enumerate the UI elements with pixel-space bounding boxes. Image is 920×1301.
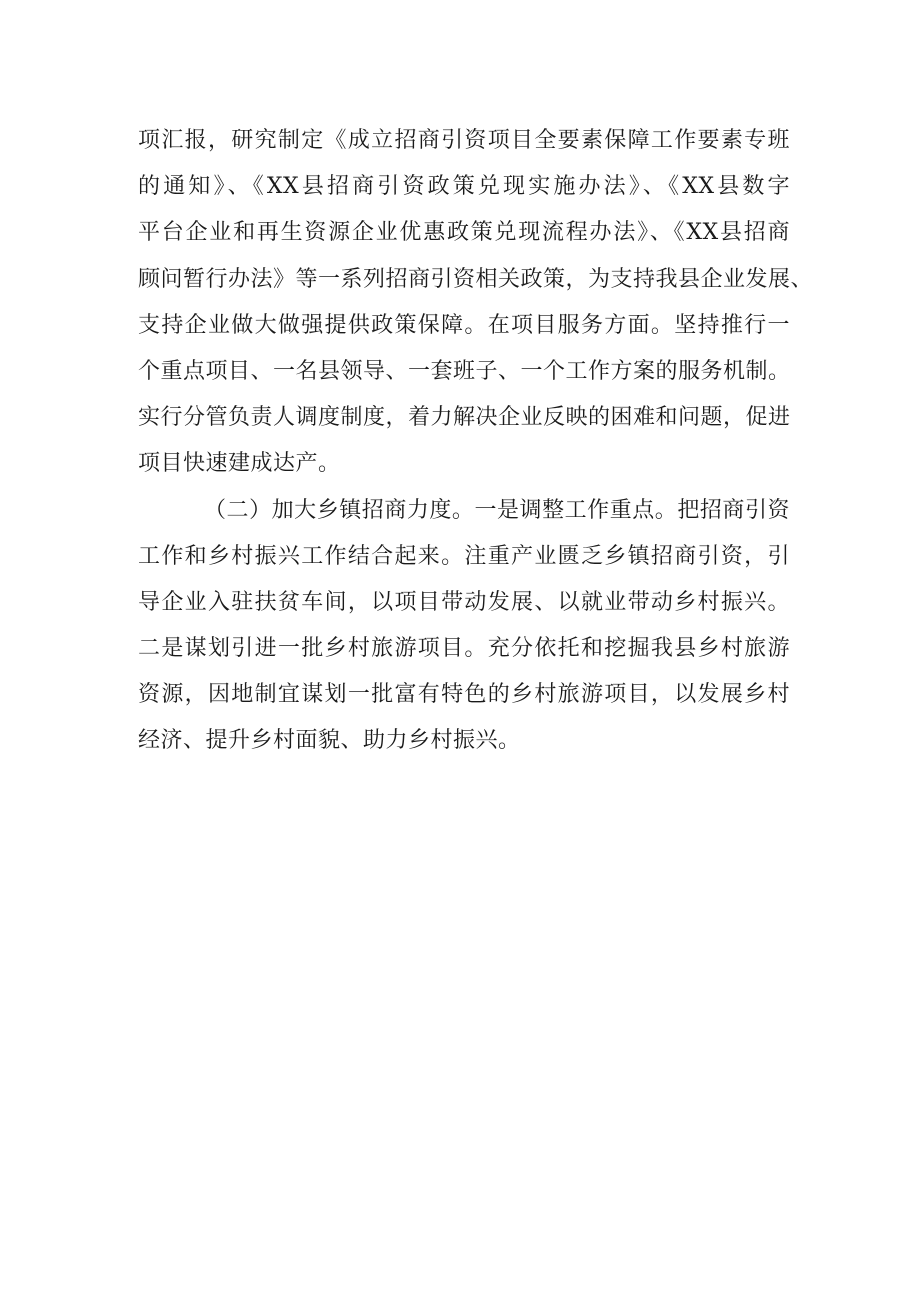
text-line: 二是谋划引进一批乡村旅游项目。充分依托和挖掘我县乡村旅游 (138, 636, 790, 662)
text-line: 平台企业和再生资源企业优惠政策兑现流程办法》、《XX县招商 (138, 220, 790, 246)
text-line: 实行分管负责人调度制度，着力解决企业反映的困难和问题，促进 (138, 405, 791, 431)
paragraph-project-service (138, 118, 814, 488)
text-line: 项目快速建成达产。 (138, 451, 341, 477)
text-line: 顾问暂行办法》等一系列招商引资相关政策，为支持我县企业发展、 (138, 266, 814, 292)
text-line: 资源，因地制宜谋划一批富有特色的乡村旅游项目，以发展乡村 (138, 682, 790, 708)
text-line: 工作和乡村振兴工作结合起来。注重产业匮乏乡镇招商引资，引 (138, 543, 790, 569)
text-line: 个重点项目、一名县领导、一套班子、一个工作方案的服务机制。 (138, 358, 791, 384)
paragraph-township-investment (138, 488, 790, 765)
text-line: 导企业入驻扶贫车间，以项目带动发展、以就业带动乡村振兴。 (138, 589, 790, 615)
text-line: 的通知》、《XX县招商引资政策兑现实施办法》、《XX县数字 (138, 174, 790, 200)
document-body (138, 118, 814, 765)
text-line: 经济、提升乡村面貌、助力乡村振兴。 (138, 728, 521, 754)
text-line: 项汇报，研究制定《成立招商引资项目全要素保障工作要素专班 (138, 128, 790, 153)
text-line: 支持企业做大做强提供政策保障。在项目服务方面。坚持推行一 (138, 312, 790, 338)
text-line: （二）加大乡镇招商力度。一是调整工作重点。把招商引资 (204, 497, 790, 523)
